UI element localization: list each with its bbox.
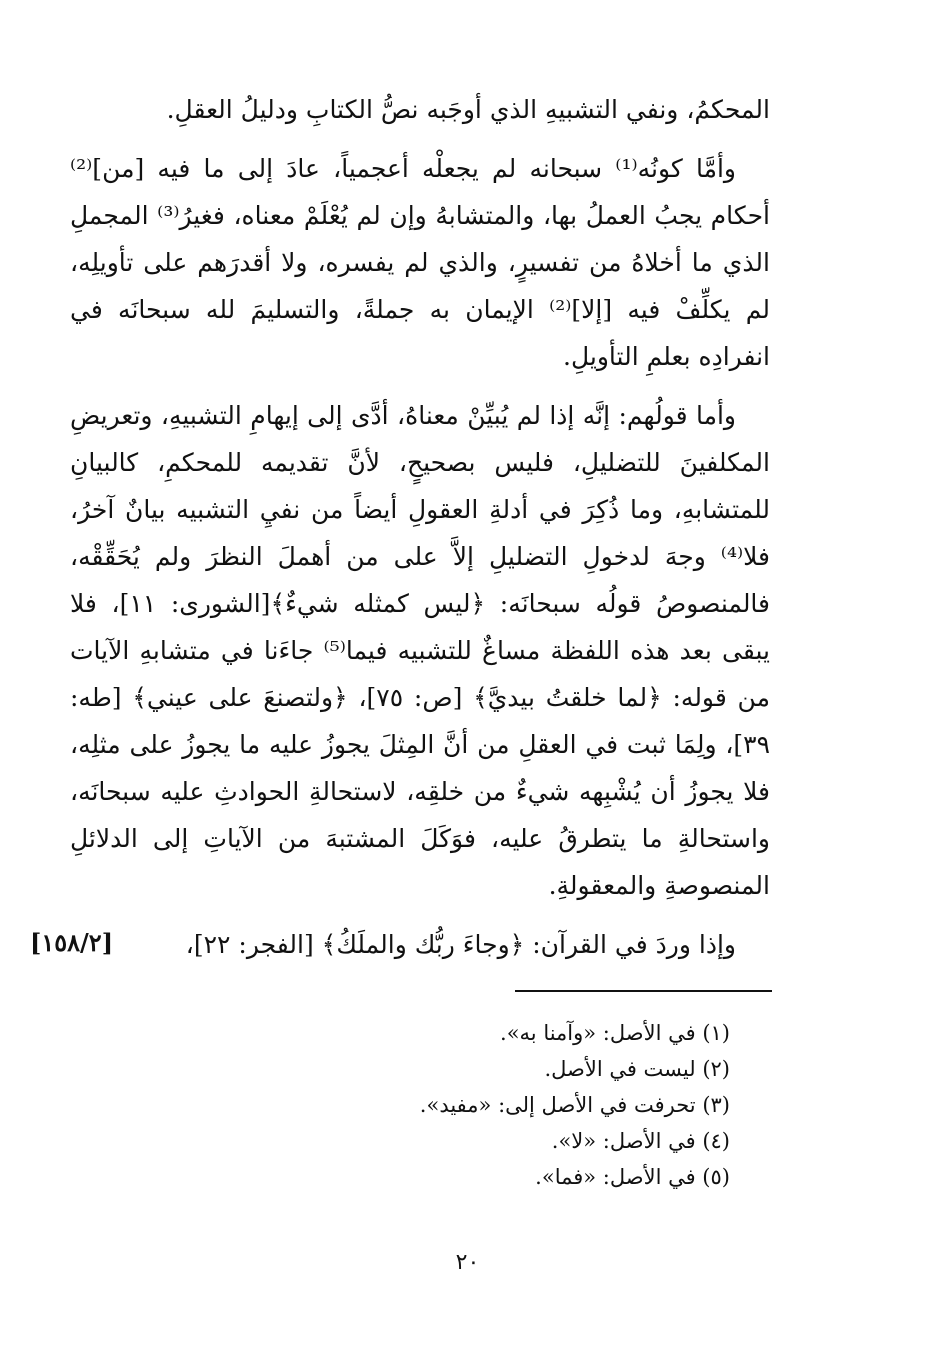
main-text: [70, 86, 770, 968]
footnote-divider: [515, 990, 772, 992]
paragraph-2: وأمَّا كونُه⁽¹⁾ سبحانه لم يجعلْه أعجمياً، عادَ إلى ما فيه [من]⁽²⁾ أحكام يجبُ العملُ بها، والمتشابهُ وإن لم يُعْلَمْ معناه، فغيرُ⁽³⁾ المجملِ الذي ما أخلاهُ من تفسيرٍ، والذي لم يفسره، ولا أقدرَهم على تأويلِه، لم يكلِّفْ فيه [إلا]⁽²⁾ الإيمان به جملةً، والتسليمَ لله سبحانَه في انفرادِه بعلمِ التأويلِ.: [70, 154, 771, 371]
footnote-1: (١) في الأصل: «وآمنا به».: [500, 1021, 730, 1045]
paragraph-3: وأما قولُهم: إنَّه إذا لم يُبيِّنْ معناهُ، أدَّى إلى إيهامِ التشبيهِ، وتعريضِ المكلفينَ للتضليلِ، فليس بصحيحٍ، لأنَّ تقديمه للمحكمِ، كالبيانِ للمتشابهِ، وما ذُكِرَ في أدلةِ العقولِ أيضاً من نفيِ التشبيه بيانٌ آخرُ، فلا⁽⁴⁾ وجهَ لدخولِ التضليلِ إلاَّ على من أهملَ النظرَ ولم يُحَقِّقْه، فالمنصوصُ قولُه سبحانَه: ﴿ليس كمثله شيءٌ﴾[الشورى: ١١]، فلا يبقى بعد هذه اللفظة مساغٌ للتشبيه فيما⁽⁵⁾ جاءَنا في متشابهِ الآيات من قوله: ﴿لما خلقتُ بيديَّ﴾ [ص: ٧٥]، ﴿ولتصنعَ على عيني﴾ [طه: ٣٩]، ولِمَا ثبت في العقلِ من أنَّ المِثلَ يجوزُ عليه ما يجوزُ على مثلِه، فلا يجوزُ أن يُشْبِهه شيءٌ من خلقِه، لاستحالةِ الحوادثِ عليه سبحانَه، واستحالةِ ما يتطرقُ عليه، فوَكَلَ المشتبهَ من الآياتِ إلى الدلائلِ المنصوصةِ والمعقولةِ.: [70, 401, 770, 900]
footnote-5: (٥) في الأصل: «فما».: [535, 1165, 730, 1189]
footnotes: [420, 1015, 730, 1195]
paragraph-4: وإذا وردَ في القرآن: ﴿وجاءَ ربُّك والملَكُ﴾ [الفجر: ٢٢]،: [185, 930, 736, 959]
footnote-3: (٣) تحرفت في الأصل إلى: «مفيد».: [419, 1093, 730, 1117]
footnote-2: (٢) ليست في الأصل.: [544, 1057, 730, 1081]
margin-reference: [١٥٨/٢]: [30, 928, 114, 957]
page-number: ٢٠: [455, 1250, 480, 1275]
paragraph-1: المحكمُ، ونفي التشبيهِ الذي أوجَبه نصُّ الكتابِ ودليلُ العقلِ.: [166, 95, 770, 124]
footnote-4: (٤) في الأصل: «لا».: [551, 1129, 730, 1153]
